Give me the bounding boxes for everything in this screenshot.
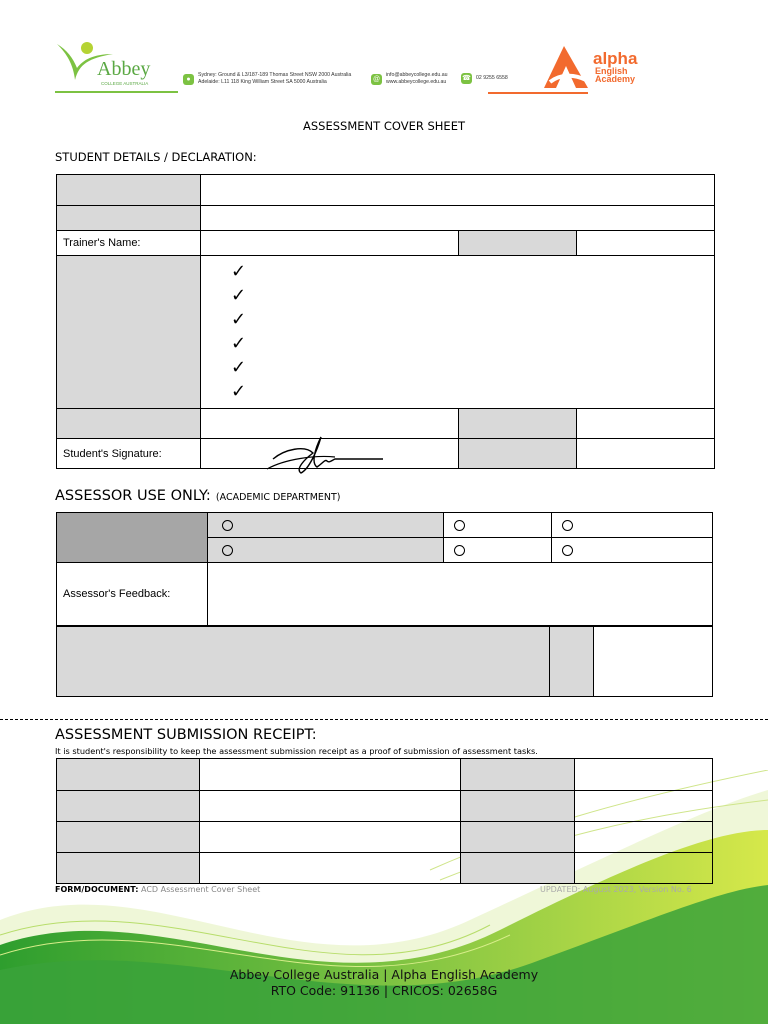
radio-cell [552,538,713,563]
label-cell [461,791,575,822]
contact-phone-number: 02 9255 6558 [476,75,508,81]
radio-button[interactable] [562,545,573,556]
table-row [57,175,715,206]
label-cell [461,759,575,791]
cut-line-divider [0,719,768,720]
globe-icon: @ [372,76,381,83]
trainers-name-field[interactable] [201,231,459,256]
declaration-checkmark: ✓ [231,333,247,354]
assessor-table [56,512,713,626]
form-document-label [55,885,260,894]
assessor-section-title [55,485,341,504]
org-line: Abbey College Australia | Alpha English Academy [229,967,539,982]
label-cell [459,409,577,439]
abbey-logo-subtext: COLLEGE AUSTRALIA [101,81,149,86]
student-details-table [56,174,715,469]
receipt-title: ASSESSMENT SUBMISSION RECEIPT: [55,727,317,743]
receipt-table [56,758,713,884]
declaration-checklist [201,256,715,409]
label-cell [459,231,577,256]
contact-address [183,72,351,86]
trainers-name-label: Trainer's Name: [57,231,201,256]
label-cell [57,627,550,697]
declaration-checkmark: ✓ [231,285,247,306]
contact-phone [461,72,508,82]
receipt-note: It is student's responsibility to keep the assessment submission receipt as a proof of submission of assessment tasks. [55,746,538,756]
contact-address-line-2: Adelaide: L11 118 King William Street SA 5000 Australia [198,79,327,85]
input-cell[interactable] [200,822,461,853]
page-title: ASSESSMENT COVER SHEET [303,119,465,133]
label-cell [57,759,200,791]
students-signature-label: Student's Signature: [57,439,201,469]
label-cell [57,175,201,206]
radio-cell [208,538,444,563]
assessors-feedback-field[interactable] [208,563,713,626]
alpha-logo-line-2: English [595,66,628,76]
label-cell [57,206,201,231]
students-signature-field[interactable] [201,439,459,469]
label-cell [461,822,575,853]
input-cell[interactable] [577,409,715,439]
label-cell [57,853,200,884]
assessors-feedback-label: Assessor's Feedback: [57,563,208,626]
input-cell[interactable] [575,791,713,822]
radio-button[interactable] [222,545,233,556]
input-cell[interactable] [577,439,715,469]
phone-icon: ☎ [462,75,471,82]
student-section-title: STUDENT DETAILS / DECLARATION: [55,150,257,164]
handwritten-signature-image [265,429,385,475]
table-row [57,853,713,884]
abbey-brand-line [55,91,178,93]
radio-button[interactable] [562,520,573,531]
input-cell[interactable] [201,175,715,206]
table-row [57,759,713,791]
assessor-title: ASSESSOR USE ONLY: [55,488,211,504]
alpha-logo-line-1: alpha [593,49,638,68]
table-row [57,563,713,626]
form-label: FORM/DOCUMENT: [55,885,139,894]
radio-cell [208,513,444,538]
contact-website[interactable]: www.abbeycollege.edu.au [386,79,447,85]
contact-email[interactable]: info@abbeycollege.edu.au [386,72,448,78]
table-row [57,206,715,231]
abbey-logo-text: Abbey [97,58,151,80]
table-row [57,822,713,853]
table-row [57,627,713,697]
radio-cell [444,538,552,563]
radio-cell [552,513,713,538]
table-row [57,231,715,256]
input-cell[interactable] [594,627,713,697]
radio-cell [444,513,552,538]
alpha-brand-line [488,92,588,94]
assessor-subtitle: (ACADEMIC DEPARTMENT) [215,492,341,503]
label-cell [57,409,201,439]
table-row [57,791,713,822]
table-row [57,439,715,469]
label-cell [57,256,201,409]
alpha-logo-line-3: Academy [595,74,636,84]
input-cell[interactable] [575,822,713,853]
table-row [57,409,715,439]
input-cell[interactable] [200,853,461,884]
label-cell [57,791,200,822]
label-cell [459,439,577,469]
declaration-checkmark: ✓ [231,309,247,330]
label-cell [57,822,200,853]
alpha-english-academy-logo [540,44,640,92]
assessor-signoff-table [56,626,713,697]
form-value: ACD Assessment Cover Sheet [141,885,261,894]
input-cell[interactable] [200,759,461,791]
radio-button[interactable] [454,520,465,531]
declaration-checkmark: ✓ [231,381,247,402]
declaration-checkmark: ✓ [231,357,247,378]
label-cell [550,627,594,697]
alpha-a-icon [540,44,592,90]
radio-button[interactable] [222,520,233,531]
label-cell [57,513,208,563]
label-cell [461,853,575,884]
table-row [57,513,713,538]
location-pin-icon: ● [183,74,194,85]
table-row [57,256,715,409]
contact-online [371,72,448,86]
contact-address-line-1: Sydney: Ground & L3/187-189 Thomas Street NSW 2000 Australia [198,72,352,78]
input-cell[interactable] [575,759,713,791]
abbey-college-logo [55,40,180,96]
input-cell[interactable] [201,206,715,231]
input-cell[interactable] [200,791,461,822]
input-cell[interactable] [577,231,715,256]
codes-line: RTO Code: 91136 | CRICOS: 02658G [270,983,498,998]
input-cell[interactable] [575,853,713,884]
declaration-checkmark: ✓ [231,261,247,282]
updated-version: UPDATED: August 2023, Version No. 6 [540,885,692,894]
radio-button[interactable] [454,545,465,556]
